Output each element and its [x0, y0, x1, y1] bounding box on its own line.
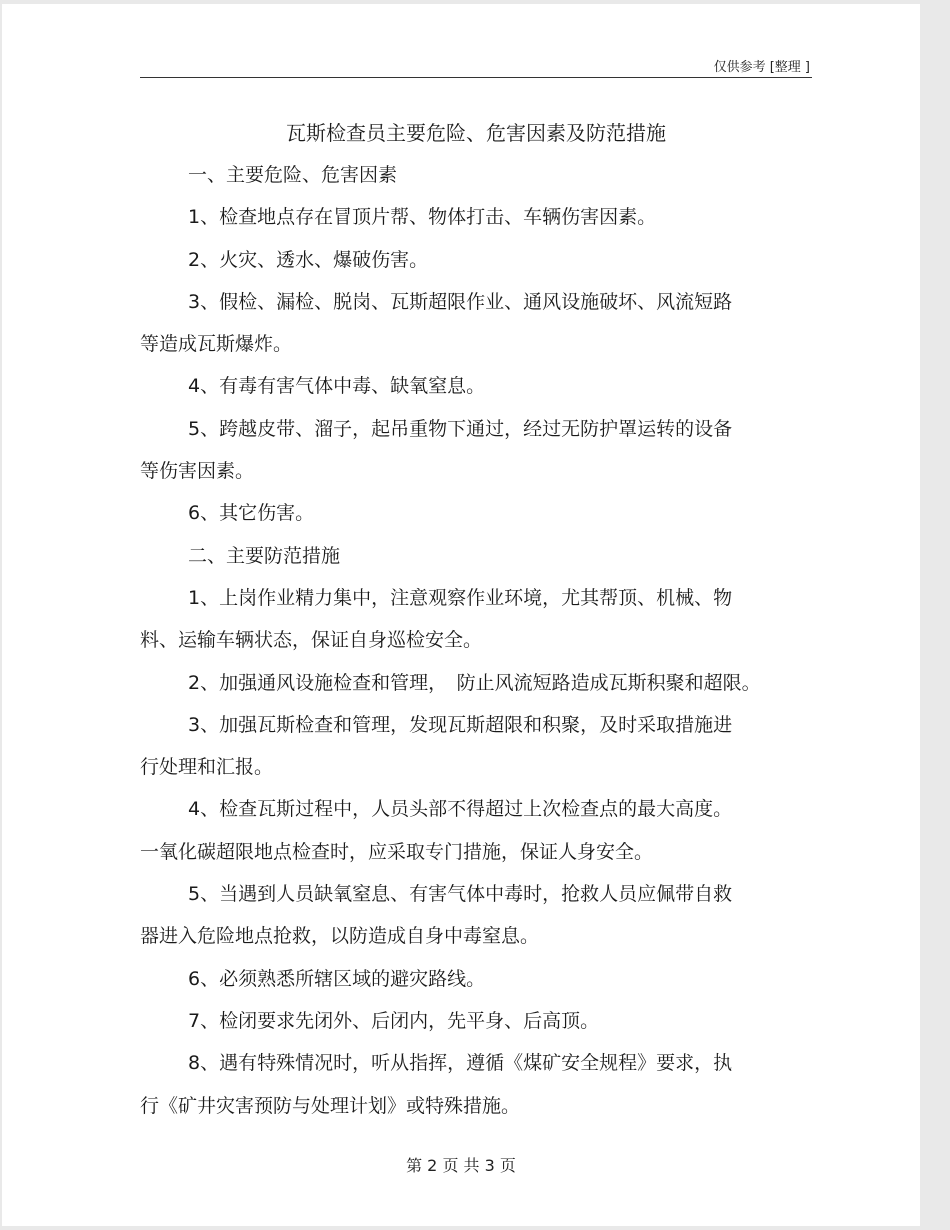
text-line: 一氧化碳超限地点检查时，应采取专门措施，保证人身安全。 [140, 840, 654, 863]
text-line: 5、跨越皮带、溜子，起吊重物下通过，经过无防护罩运转的设备 [188, 417, 733, 440]
text-line: 器进入危险地点抢救，以防造成自身中毒窒息。 [140, 925, 540, 948]
text-line: 行《矿井灾害预防与处理计划》或特殊措施。 [140, 1094, 521, 1117]
text-line: 1、上岗作业精力集中，注意观察作业环境，尤其帮顶、机械、物 [188, 586, 733, 609]
text-line: 4、检查瓦斯过程中，人员头部不得超过上次检查点的最大高度。 [188, 798, 733, 821]
text-line: 8、遇有特殊情况时，听从指挥，遵循《煤矿安全规程》要求，执 [188, 1052, 733, 1075]
text-line: 等造成瓦斯爆炸。 [140, 333, 293, 356]
text-line: 2、加强通风设施检查和管理， 防止风流短路造成瓦斯积聚和超限。 [188, 671, 761, 694]
text-line: 行处理和汇报。 [140, 756, 274, 779]
text-line: 3、假检、漏检、脱岗、瓦斯超限作业、通风设施破坏、风流短路 [188, 290, 733, 313]
page-footer: 第 2 页 共 3 页 [406, 1156, 516, 1175]
text-line: 料、运输车辆状态，保证自身巡检安全。 [140, 629, 483, 652]
text-line: 一、主要危险、危害因素 [188, 164, 398, 186]
text-line: 6、必须熟悉所辖区域的避灾路线。 [188, 967, 486, 990]
page-header: 仅供参考 [整理 ] [713, 60, 810, 75]
text-line: 6、其它伤害。 [188, 502, 315, 525]
text-line: 2、火灾、透水、爆破伤害。 [188, 248, 429, 271]
document-page [2, 4, 920, 1226]
text-line: 3、加强瓦斯检查和管理，发现瓦斯超限和积聚，及时采取措施进 [188, 713, 733, 736]
paragraph-list [140, 154, 812, 1127]
text-line: 二、主要防范措施 [188, 544, 341, 567]
text-line: 1、检查地点存在冒顶片帮、物体打击、车辆伤害因素。 [188, 206, 657, 229]
document-title: 瓦斯检查员主要危险、危害因素及防范措施 [286, 121, 666, 145]
text-line: 7、检闭要求先闭外、后闭内，先平身、后高顶。 [188, 1009, 600, 1032]
text-line: 5、当遇到人员缺氧窒息、有害气体中毒时，抢救人员应佩带自救 [188, 883, 733, 906]
text-line: 等伤害因素。 [140, 460, 255, 483]
text-line: 4、有毒有害气体中毒、缺氧窒息。 [188, 375, 486, 398]
header-divider [140, 77, 812, 78]
document-body [140, 112, 812, 1127]
